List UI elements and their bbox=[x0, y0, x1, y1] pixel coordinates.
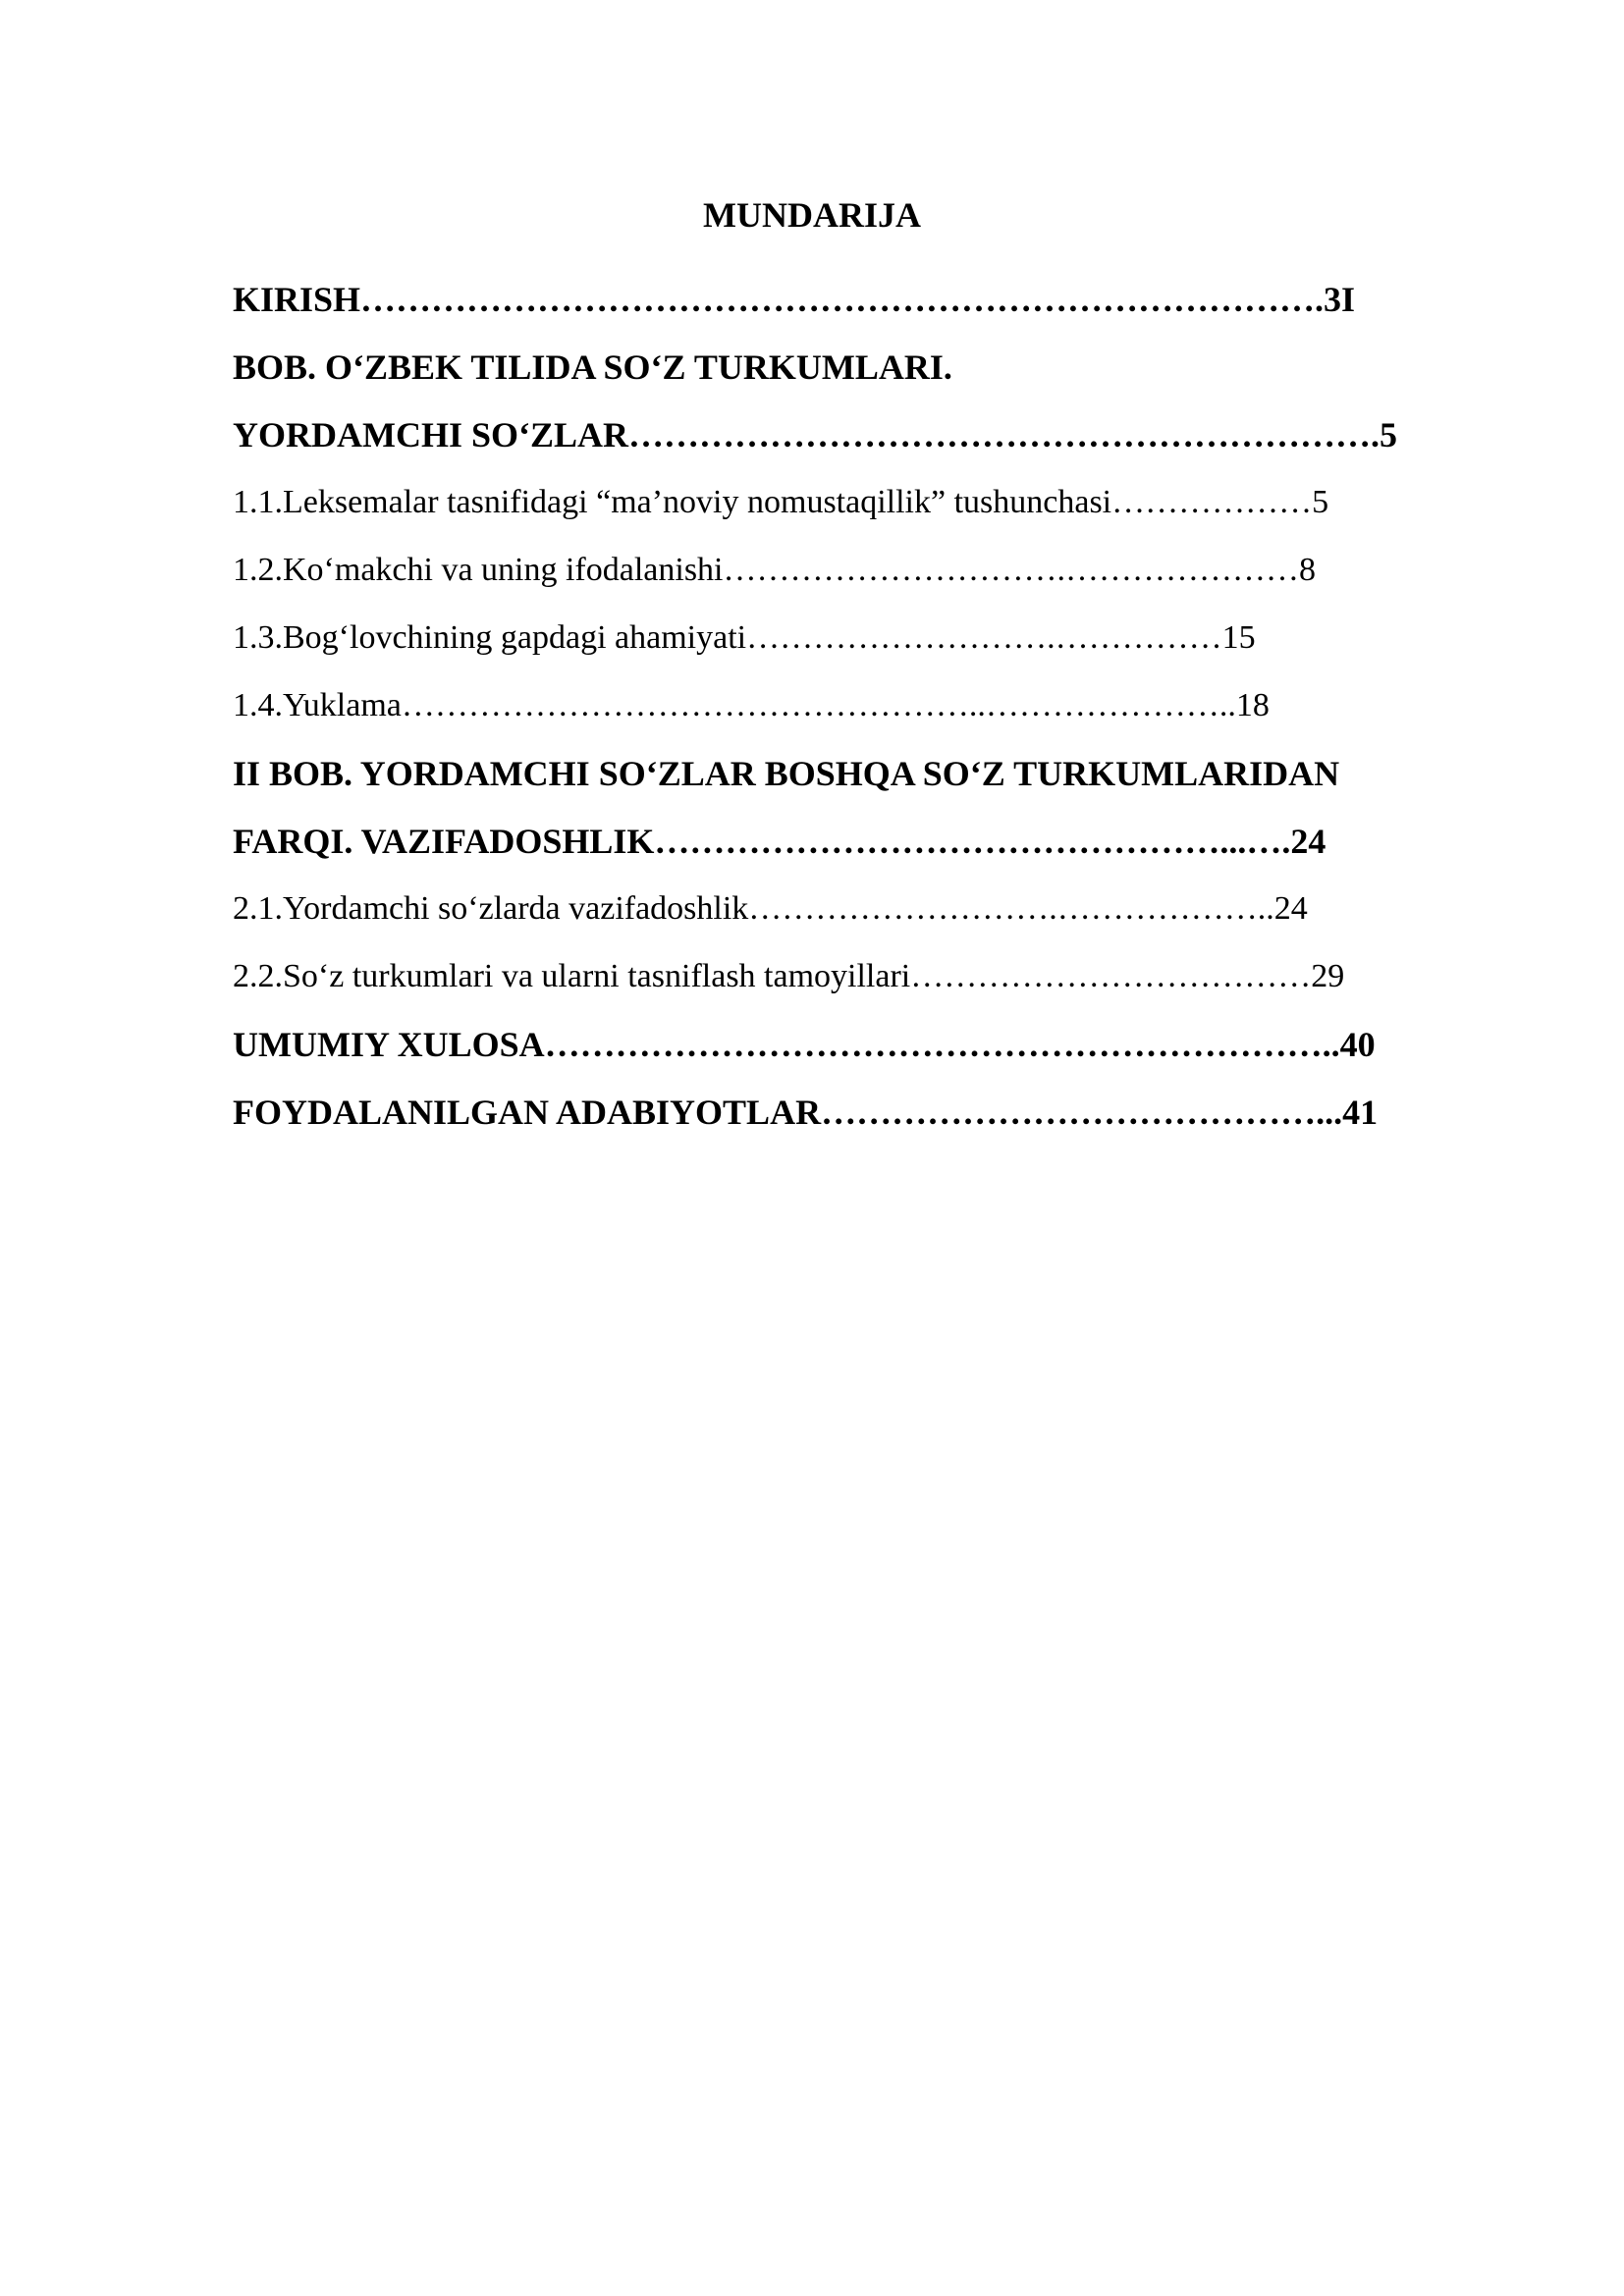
toc-chapter-2-heading-line-2: FARQI. VAZIFADOSHLIK…………………………………………...….24 bbox=[233, 822, 1326, 861]
document-title: MUNDARIJA bbox=[703, 195, 921, 235]
toc-entry-references: FOYDALANILGAN ADABIYOTLAR……………………………………...41 bbox=[233, 1093, 1379, 1132]
toc-section-2-2: 2.2.So‘z turkumlari va ularni tasniflash tamoyillari………………………………29 bbox=[233, 958, 1345, 994]
toc-chapter-1-heading-line-2: YORDAMCHI SO‘ZLAR……………………………………………………….5 bbox=[233, 415, 1398, 454]
toc-entry-conclusion: UMUMIY XULOSA…………………………………………………………..40 bbox=[233, 1025, 1376, 1064]
toc-section-1-3: 1.3.Bog‘lovchining gapdagi ahamiyati……………………….……………15 bbox=[233, 619, 1256, 656]
toc-chapter-1-heading-line-1: BOB. O‘ZBEK TILIDA SO‘Z TURKUMLARI. bbox=[233, 347, 952, 387]
toc-section-2-1: 2.1.Yordamchi so‘zlarda vazifadoshlik……………………….………………..24 bbox=[233, 890, 1308, 927]
toc-entry-kirish: KIRISH……………………………………………………………………….3I bbox=[233, 280, 1356, 319]
toc-section-1-1: 1.1.Leksemalar tasnifidagi “ma’noviy nomustaqillik” tushunchasi………………5 bbox=[233, 484, 1329, 520]
toc-section-1-4: 1.4.Yuklama……………………………………………..…………………..18 bbox=[233, 687, 1270, 723]
toc-section-1-2: 1.2.Ko‘makchi va uning ifodalanishi………………………….…………………8 bbox=[233, 552, 1317, 588]
toc-chapter-2-heading-line-1: II BOB. YORDAMCHI SO‘ZLAR BOSHQA SO‘Z TURKUMLARIDAN bbox=[233, 754, 1340, 793]
